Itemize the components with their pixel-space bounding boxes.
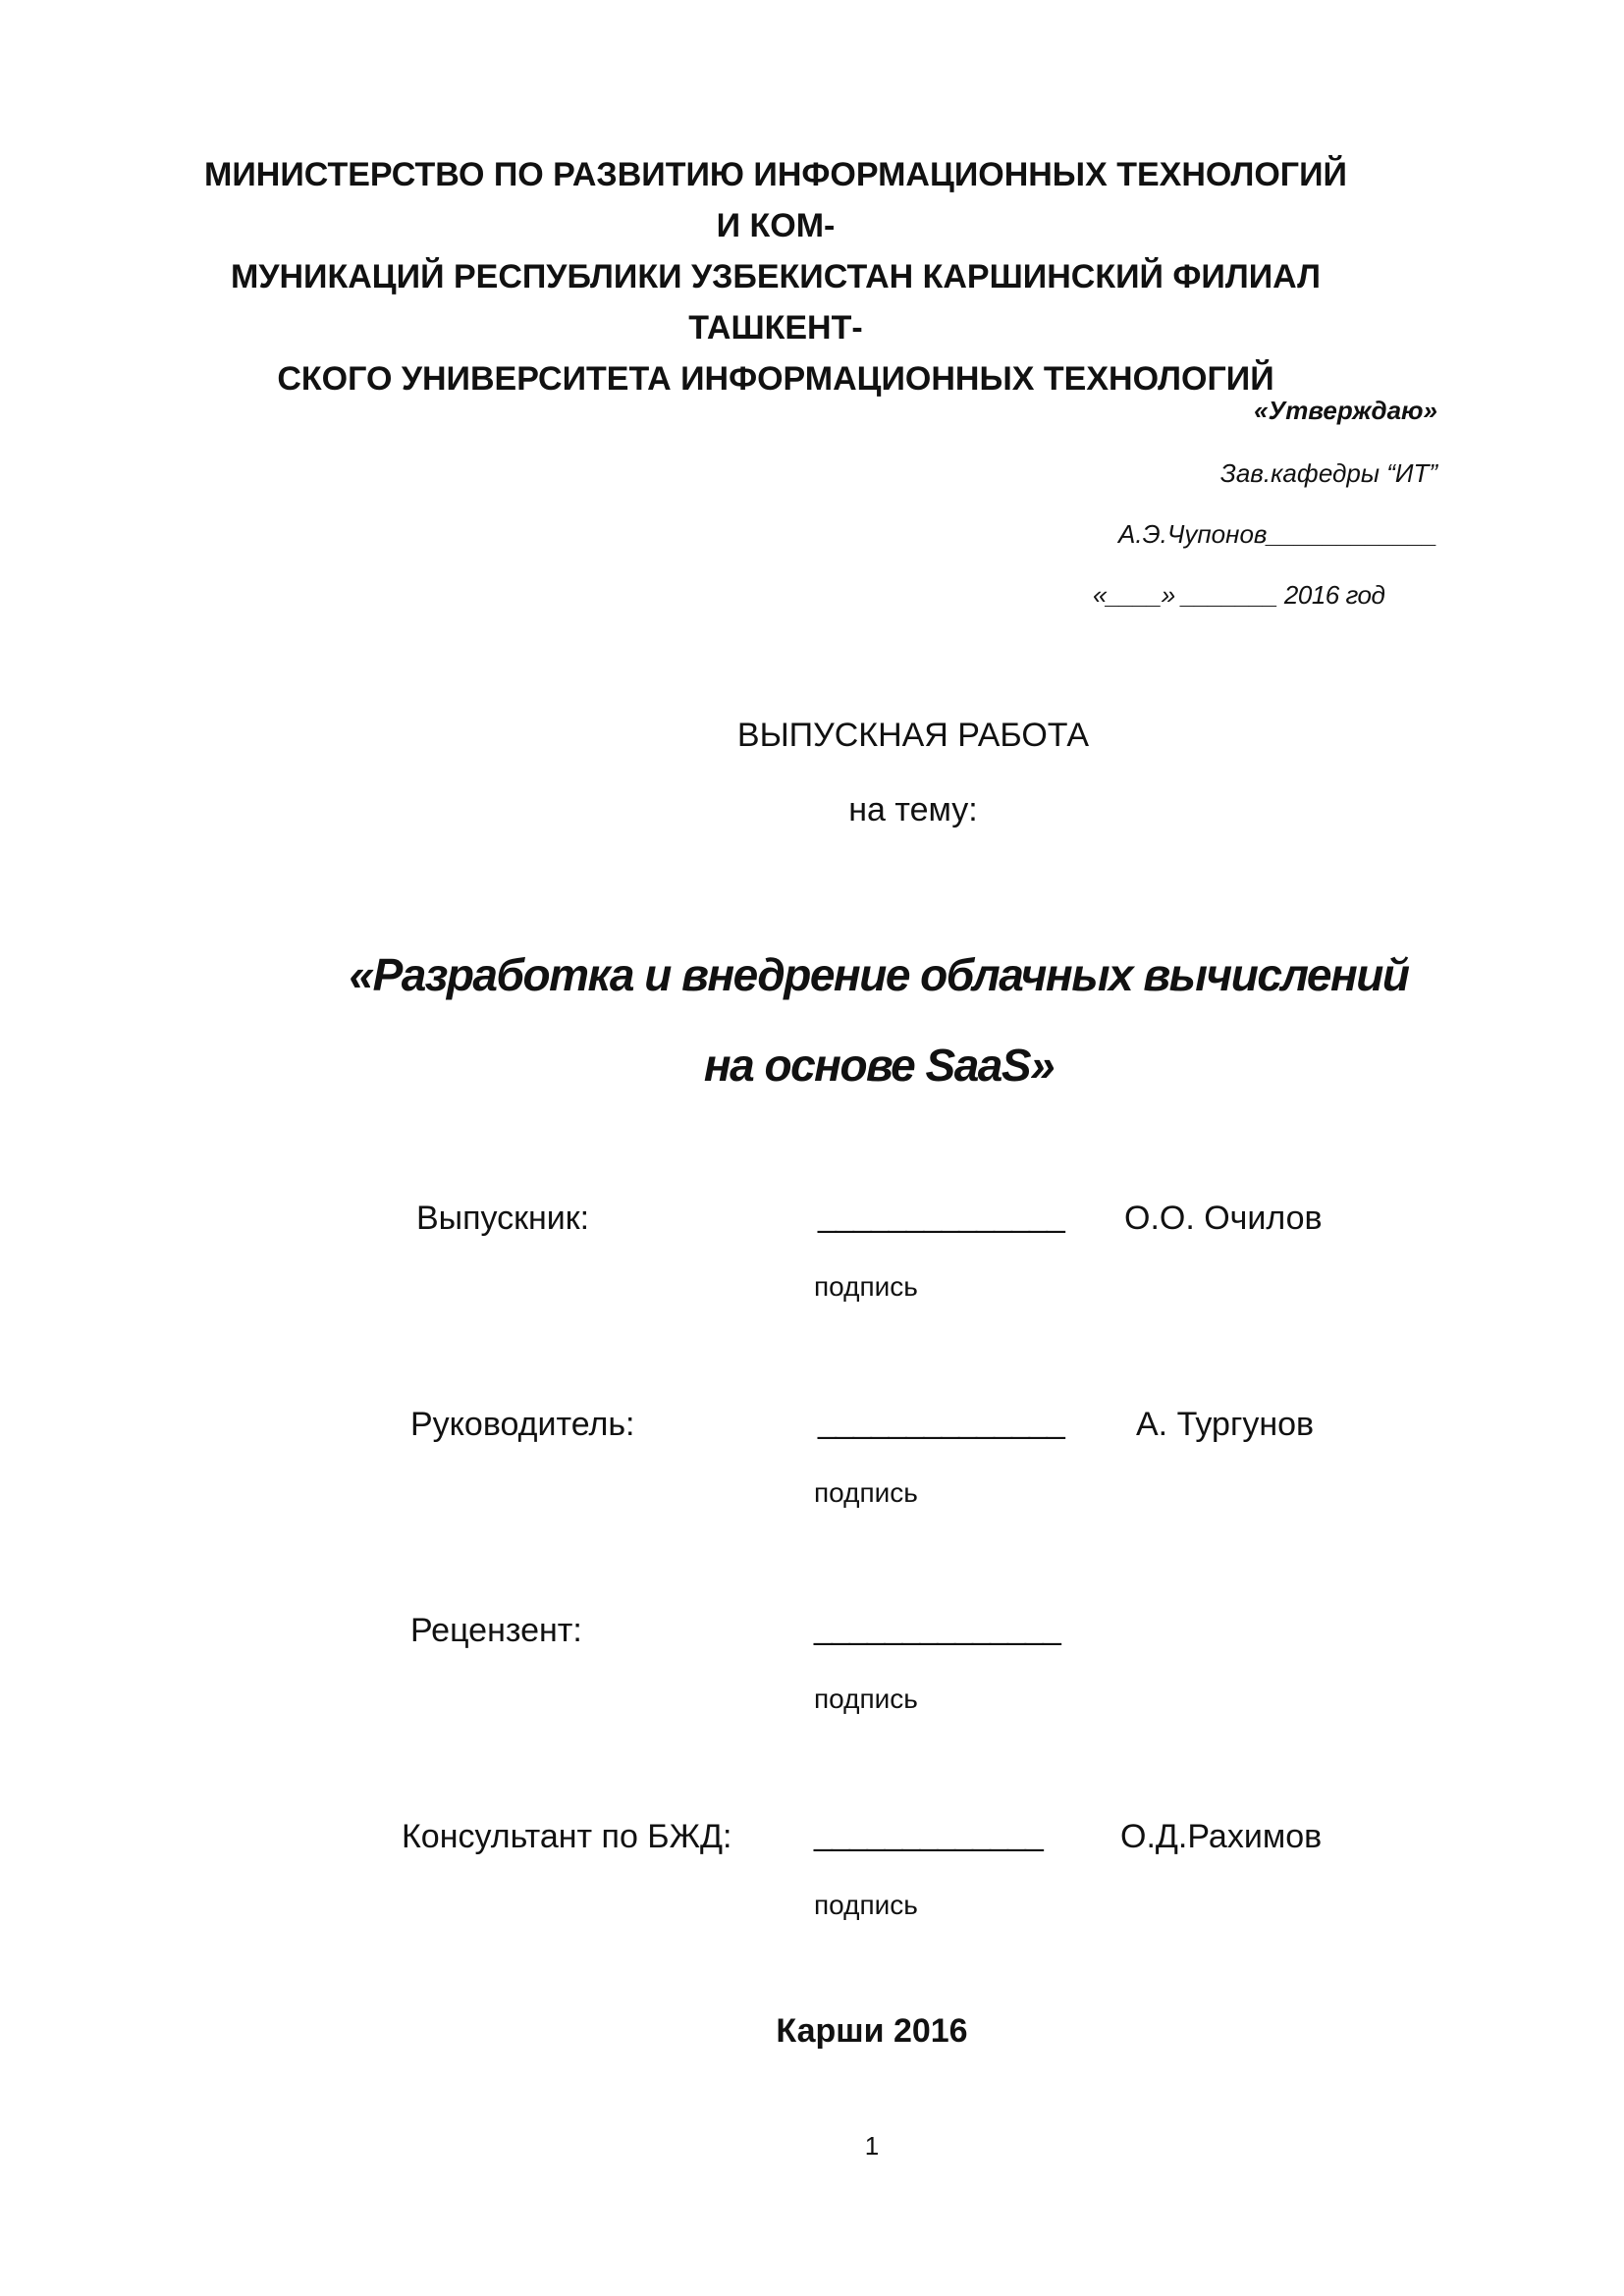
- approval-date: «____» _______ 2016 год: [1093, 580, 1385, 610]
- ministry-header: [196, 149, 1355, 404]
- signature-role-safety-consultant: Консультант по БЖД:: [402, 1818, 732, 1855]
- approval-department: Зав.кафедры “ИТ”: [1219, 458, 1437, 488]
- header-line-1: МИНИСТЕРСТВО ПО РАЗВИТИЮ ИНФОРМАЦИОННЫХ ТЕХНОЛОГИЙ И КОМ-: [204, 156, 1347, 244]
- signature-line-graduate: ______________: [818, 1197, 1064, 1234]
- signature-caption-graduate: подпись: [814, 1271, 918, 1302]
- signature-person-supervisor: А. Тургунов: [1136, 1406, 1315, 1443]
- signature-person-graduate: О.О. Очилов: [1124, 1200, 1323, 1237]
- signature-caption-safety-consultant: подпись: [814, 1890, 918, 1920]
- signature-role-supervisor: Руководитель:: [410, 1406, 635, 1443]
- work-type: ВЫПУСКНАЯ РАБОТА: [736, 717, 1090, 754]
- header-line-2: МУНИКАЦИЙ РЕСПУБЛИКИ УЗБЕКИСТАН КАРШИНСКИЙ ФИЛИАЛ ТАШКЕНТ-: [231, 258, 1321, 347]
- work-title-line-2: на основе SaaS»: [703, 1040, 1055, 1091]
- work-topic-label: на тему:: [848, 791, 978, 828]
- city-year: Карши 2016: [776, 2012, 968, 2050]
- signature-caption-reviewer: подпись: [814, 1683, 918, 1714]
- approval-name: А.Э.Чупонов____________: [1118, 519, 1437, 549]
- signature-role-reviewer: Рецензент:: [410, 1612, 582, 1649]
- signature-line-supervisor: ______________: [818, 1403, 1064, 1440]
- header-line-3: СКОГО УНИВЕРСИТЕТА ИНФОРМАЦИОННЫХ ТЕХНОЛОГИЙ: [277, 360, 1274, 398]
- signature-line-reviewer: ______________: [814, 1609, 1060, 1646]
- signature-person-safety-consultant: О.Д.Рахимов: [1120, 1818, 1323, 1855]
- approval-title: «Утверждаю»: [1254, 396, 1437, 425]
- work-title-line-1: «Разработка и внедрение облачных вычислений: [349, 949, 1409, 1000]
- signature-role-graduate: Выпускник:: [416, 1200, 590, 1237]
- page-number: 1: [864, 2131, 880, 2161]
- signature-caption-supervisor: подпись: [814, 1477, 918, 1508]
- signature-line-safety-consultant: _____________: [814, 1815, 1043, 1852]
